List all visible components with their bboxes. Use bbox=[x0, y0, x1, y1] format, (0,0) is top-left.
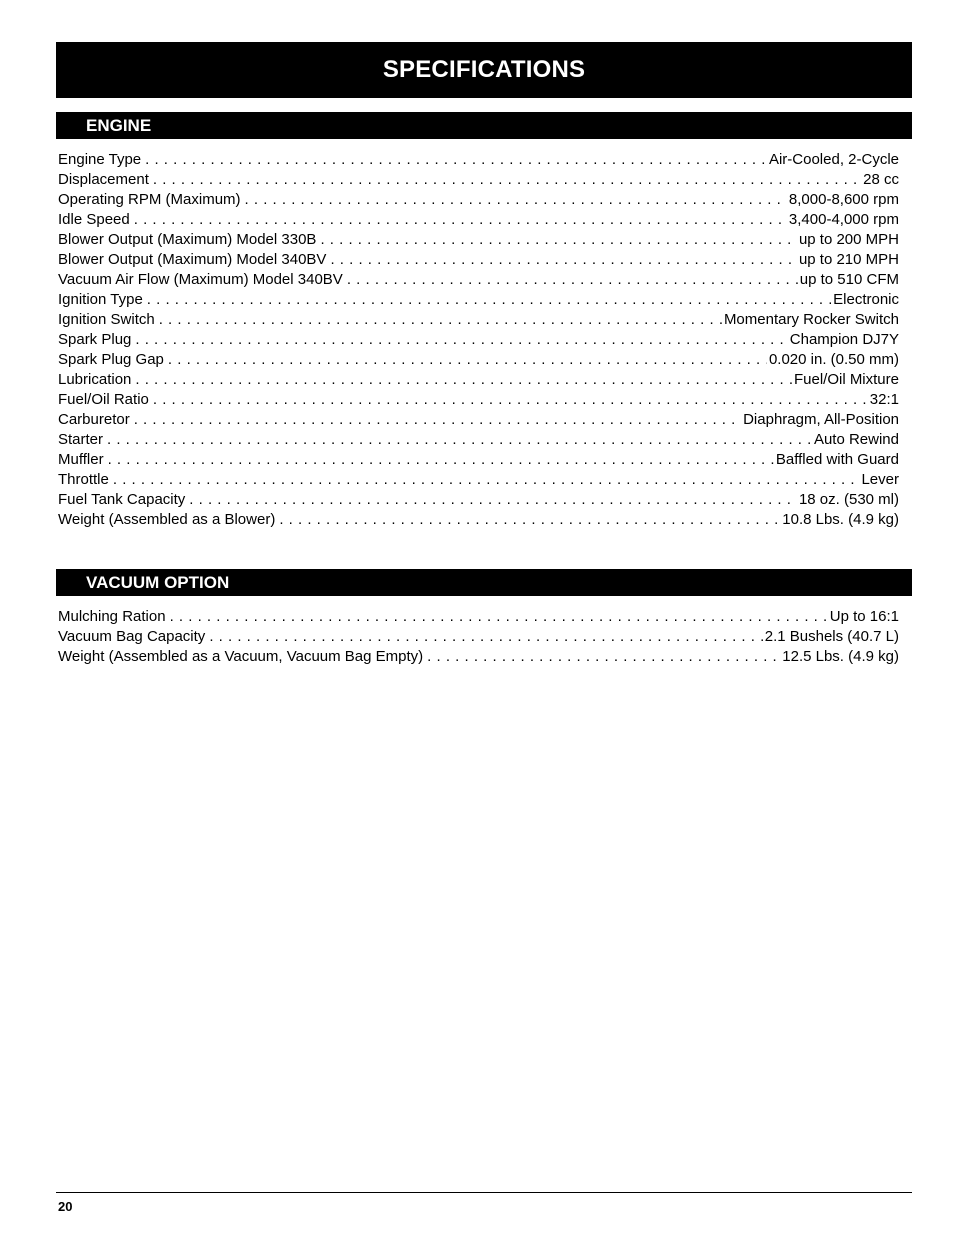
spec-row bbox=[58, 370, 899, 390]
spec-value: 18 oz. (530 ml) bbox=[798, 491, 899, 508]
spec-label: Ignition Switch bbox=[58, 311, 155, 328]
spec-value: up to 510 CFM bbox=[799, 271, 899, 288]
vacuum-section-header bbox=[56, 569, 912, 596]
spec-value: Diaphragm, All-Position bbox=[743, 411, 899, 428]
spec-label: Vacuum Air Flow (Maximum) Model 340BV bbox=[58, 271, 343, 288]
vacuum-spec-list bbox=[58, 607, 899, 667]
spec-value: Air-Cooled, 2-Cycle bbox=[768, 151, 899, 168]
spec-row bbox=[58, 350, 899, 370]
dot-leader bbox=[320, 230, 797, 250]
page-number: 20 bbox=[58, 1199, 73, 1214]
engine-section-header bbox=[56, 112, 912, 139]
spec-label: Ignition Type bbox=[58, 291, 143, 308]
engine-spec-list bbox=[58, 150, 899, 530]
spec-row bbox=[58, 150, 899, 170]
spec-row bbox=[58, 310, 899, 330]
spec-row bbox=[58, 490, 899, 510]
dot-leader bbox=[427, 647, 780, 667]
dot-leader bbox=[153, 390, 868, 410]
spec-row bbox=[58, 290, 899, 310]
spec-row bbox=[58, 390, 899, 410]
engine-section-title: ENGINE bbox=[86, 115, 152, 135]
spec-label: Lubrication bbox=[58, 371, 132, 388]
spec-label: Blower Output (Maximum) Model 340BV bbox=[58, 251, 327, 268]
spec-value: Champion DJ7Y bbox=[789, 331, 899, 348]
spec-row bbox=[58, 510, 899, 530]
title-banner bbox=[56, 42, 912, 98]
spec-value: Electronic bbox=[833, 291, 899, 308]
spec-value: 0.020 in. (0.50 mm) bbox=[768, 351, 899, 368]
spec-value: Momentary Rocker Switch bbox=[723, 311, 899, 328]
spec-row bbox=[58, 450, 899, 470]
spec-value: 28 cc bbox=[863, 171, 899, 188]
spec-row bbox=[58, 607, 899, 627]
spec-row bbox=[58, 210, 899, 230]
spec-value: 8,000-8,600 rpm bbox=[788, 191, 899, 208]
spec-row bbox=[58, 230, 899, 250]
spec-row bbox=[58, 430, 899, 450]
spec-label: Spark Plug Gap bbox=[58, 351, 164, 368]
dot-leader bbox=[134, 210, 787, 230]
spec-value: Baffled with Guard bbox=[775, 451, 899, 468]
spec-label: Weight (Assembled as a Vacuum, Vacuum Bag Empty) bbox=[58, 648, 424, 665]
spec-label: Displacement bbox=[58, 171, 149, 188]
spec-value: Fuel/Oil Mixture bbox=[793, 371, 899, 388]
dot-leader bbox=[107, 430, 812, 450]
spec-value: 3,400-4,000 rpm bbox=[788, 211, 899, 228]
spec-label: Starter bbox=[58, 431, 104, 448]
spec-value: Up to 16:1 bbox=[829, 608, 899, 625]
spec-label: Throttle bbox=[58, 471, 109, 488]
spec-value: Auto Rewind bbox=[813, 431, 899, 448]
dot-leader bbox=[135, 370, 792, 390]
spec-label: Fuel Tank Capacity bbox=[58, 491, 186, 508]
spec-row bbox=[58, 410, 899, 430]
dot-leader bbox=[347, 270, 798, 290]
spec-value: 32:1 bbox=[869, 391, 899, 408]
spec-label: Blower Output (Maximum) Model 330B bbox=[58, 231, 317, 248]
dot-leader bbox=[168, 350, 767, 370]
spec-row bbox=[58, 330, 899, 350]
vacuum-section-title: VACUUM OPTION bbox=[86, 572, 230, 592]
spec-label: Operating RPM (Maximum) bbox=[58, 191, 241, 208]
spec-label: Spark Plug bbox=[58, 331, 132, 348]
spec-value: 10.8 Lbs. (4.9 kg) bbox=[782, 511, 899, 528]
dot-leader bbox=[330, 250, 797, 270]
page-title: SPECIFICATIONS bbox=[382, 56, 586, 83]
dot-leader bbox=[209, 627, 762, 647]
footer-divider bbox=[56, 1192, 912, 1193]
spec-value: 2.1 Bushels (40.7 L) bbox=[764, 628, 899, 645]
spec-label: Weight (Assembled as a Blower) bbox=[58, 511, 276, 528]
dot-leader bbox=[245, 190, 787, 210]
spec-row bbox=[58, 647, 899, 667]
dot-leader bbox=[153, 170, 861, 190]
dot-leader bbox=[279, 510, 780, 530]
spec-value: up to 210 MPH bbox=[798, 251, 899, 268]
dot-leader bbox=[189, 490, 797, 510]
spec-row bbox=[58, 170, 899, 190]
spec-label: Vacuum Bag Capacity bbox=[58, 628, 206, 645]
spec-label: Carburetor bbox=[58, 411, 130, 428]
dot-leader bbox=[170, 607, 828, 627]
spec-value: Lever bbox=[861, 471, 899, 488]
dot-leader bbox=[113, 470, 860, 490]
dot-leader bbox=[159, 310, 722, 330]
spec-row bbox=[58, 270, 899, 290]
dot-leader bbox=[134, 410, 741, 430]
dot-leader bbox=[108, 450, 774, 470]
spec-label: Idle Speed bbox=[58, 211, 130, 228]
spec-row bbox=[58, 470, 899, 490]
spec-row bbox=[58, 627, 899, 647]
spec-value: 12.5 Lbs. (4.9 kg) bbox=[782, 648, 899, 665]
spec-label: Fuel/Oil Ratio bbox=[58, 391, 149, 408]
dot-leader bbox=[135, 330, 787, 350]
dot-leader bbox=[147, 290, 831, 310]
spec-row bbox=[58, 250, 899, 270]
spec-value: up to 200 MPH bbox=[798, 231, 899, 248]
spec-label: Mulching Ration bbox=[58, 608, 166, 625]
dot-leader bbox=[145, 150, 767, 170]
spec-label: Muffler bbox=[58, 451, 104, 468]
spec-label: Engine Type bbox=[58, 151, 142, 168]
spec-row bbox=[58, 190, 899, 210]
